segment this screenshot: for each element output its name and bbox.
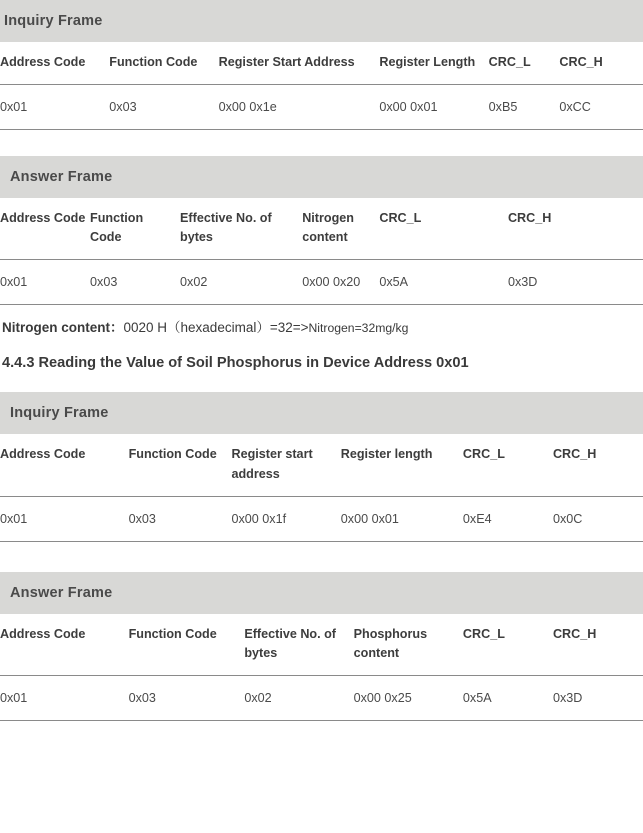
cell-effective-no-of-bytes: 0x02 xyxy=(244,675,353,720)
cell-register-start-address: 0x00 0x1e xyxy=(219,84,380,129)
cell-effective-no-of-bytes: 0x02 xyxy=(180,259,302,304)
frame-band-inquiry-phosphorus xyxy=(0,392,643,434)
column-header-crc-h: CRC_H xyxy=(559,42,643,84)
frame-section-answer-phosphorus xyxy=(0,572,643,721)
frame-table-answer-phosphorus xyxy=(0,614,643,721)
frame-section-inquiry-phosphorus xyxy=(0,392,643,541)
cell-address-code: 0x01 xyxy=(0,496,129,541)
table-row xyxy=(0,259,643,304)
cell-phosphorus-content: 0x00 0x25 xyxy=(354,675,463,720)
cell-address-code: 0x01 xyxy=(0,84,109,129)
table-row xyxy=(0,496,643,541)
cell-register-length: 0x00 0x01 xyxy=(379,84,488,129)
cell-register-start-address: 0x00 0x1f xyxy=(231,496,340,541)
column-header-function-code: Function Code xyxy=(90,198,180,260)
table-row xyxy=(0,675,643,720)
cell-crc-l: 0xE4 xyxy=(463,496,553,541)
column-header-crc-l: CRC_L xyxy=(379,198,508,260)
frame-section-inquiry-nitrogen xyxy=(0,0,643,130)
cell-crc-l: 0x5A xyxy=(379,259,508,304)
page-heading-443: 4.4.3 Reading the Value of Soil Phosphorus in Device Address 0x01 xyxy=(2,354,469,371)
cell-register-length: 0x00 0x01 xyxy=(341,496,463,541)
frame-table-answer-nitrogen xyxy=(0,198,643,305)
nitrogen-content-note xyxy=(0,305,643,338)
frame-band-answer-nitrogen xyxy=(0,156,643,198)
column-header-phosphorus-content: Phosphorus content xyxy=(354,614,463,676)
column-header-effective-no-of-bytes: Effective No. of bytes xyxy=(244,614,353,676)
section-spacer xyxy=(0,372,643,392)
frame-band-label: Answer Frame xyxy=(10,168,113,185)
column-header-effective-no-of-bytes: Effective No. of bytes xyxy=(180,198,302,260)
section-spacer xyxy=(0,130,643,156)
column-header-crc-l: CRC_L xyxy=(463,434,553,496)
frame-section-answer-nitrogen xyxy=(0,156,643,305)
note-value-small: Nitrogen=32mg/kg xyxy=(308,320,409,335)
column-header-nitrogen-content: Nitrogen content xyxy=(302,198,379,260)
column-header-crc-h: CRC_H xyxy=(508,198,643,260)
column-header-address-code: Address Code xyxy=(0,434,129,496)
cell-function-code: 0x03 xyxy=(129,496,232,541)
column-header-address-code: Address Code xyxy=(0,42,109,84)
table-row xyxy=(0,84,643,129)
cell-address-code: 0x01 xyxy=(0,675,129,720)
cell-crc-h: 0x0C xyxy=(553,496,643,541)
note-value: 0020 H（hexadecimal）=32=> xyxy=(123,319,309,335)
table-header-row xyxy=(0,198,643,260)
frame-band-label: Answer Frame xyxy=(10,584,113,601)
cell-crc-l: 0xB5 xyxy=(489,84,560,129)
table-header-row xyxy=(0,42,643,84)
frame-table-inquiry-phosphorus xyxy=(0,434,643,541)
section-spacer xyxy=(0,542,643,572)
column-header-function-code: Function Code xyxy=(129,434,232,496)
frame-band-label: Inquiry Frame xyxy=(10,405,109,422)
table-header-row xyxy=(0,614,643,676)
cell-crc-h: 0x3D xyxy=(508,259,643,304)
column-header-register-start-address: Register Start Address xyxy=(219,42,380,84)
cell-crc-h: 0xCC xyxy=(559,84,643,129)
column-header-crc-l: CRC_L xyxy=(463,614,553,676)
column-header-register-length: Register Length xyxy=(379,42,488,84)
frame-table-inquiry-nitrogen xyxy=(0,42,643,130)
frame-band-answer-phosphorus xyxy=(0,572,643,614)
column-header-function-code: Function Code xyxy=(109,42,218,84)
cell-function-code: 0x03 xyxy=(109,84,218,129)
column-header-address-code: Address Code xyxy=(0,614,129,676)
cell-crc-l: 0x5A xyxy=(463,675,553,720)
frame-band-label: Inquiry Frame xyxy=(4,13,103,29)
table-header-row xyxy=(0,434,643,496)
frame-band-inquiry-nitrogen xyxy=(0,0,643,42)
column-header-crc-h: CRC_H xyxy=(553,434,643,496)
cell-crc-h: 0x3D xyxy=(553,675,643,720)
cell-address-code: 0x01 xyxy=(0,259,90,304)
column-header-function-code: Function Code xyxy=(129,614,245,676)
column-header-crc-h: CRC_H xyxy=(553,614,643,676)
column-header-register-length: Register length xyxy=(341,434,463,496)
column-header-register-start-address: Register start address xyxy=(231,434,340,496)
cell-nitrogen-content: 0x00 0x20 xyxy=(302,259,379,304)
cell-function-code: 0x03 xyxy=(129,675,245,720)
column-header-address-code: Address Code xyxy=(0,198,90,260)
cell-function-code: 0x03 xyxy=(90,259,180,304)
column-header-crc-l: CRC_L xyxy=(489,42,560,84)
note-label: Nitrogen content： xyxy=(2,319,124,335)
